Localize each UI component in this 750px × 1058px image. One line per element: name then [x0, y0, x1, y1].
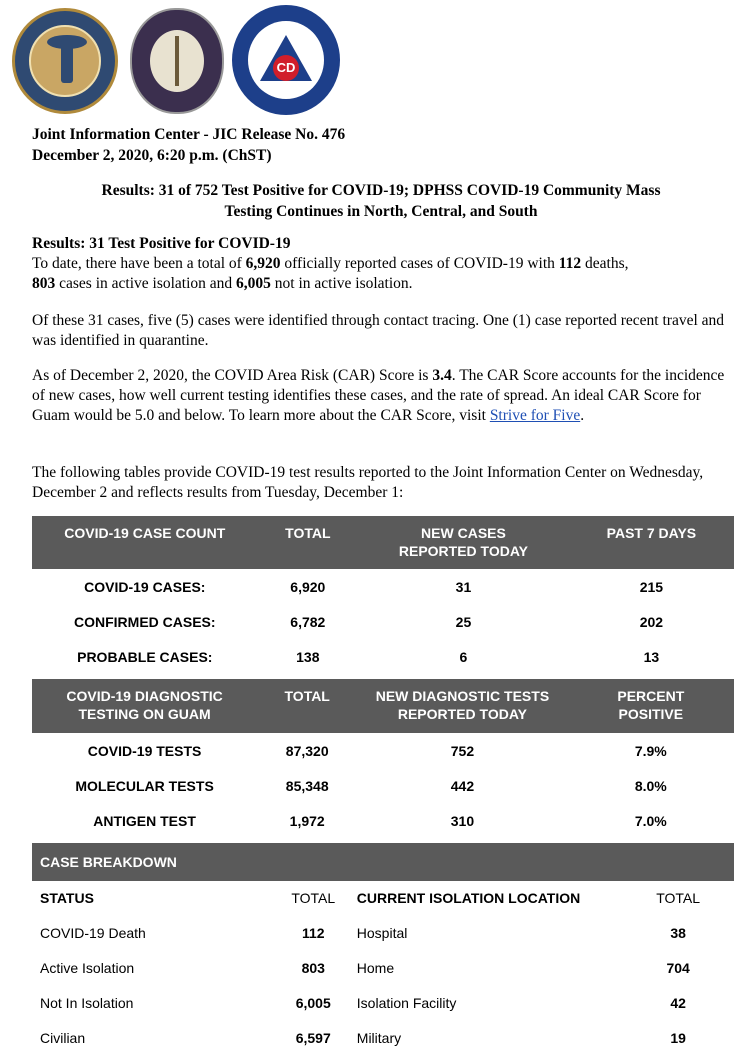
release-title: [32, 180, 730, 222]
table-row: MOLECULAR TESTS 85,348 442 8.0%: [75, 777, 667, 794]
table-row: Not In Isolation 6,005 Isolation Facility 42: [40, 994, 686, 1011]
table-row: ANTIGEN TEST 1,972 310 7.0%: [93, 812, 667, 829]
col-header-percent-positive: PERCENT POSITIVE: [568, 679, 734, 733]
col-header-new-tests: NEW DIAGNOSTIC TESTS REPORTED TODAY: [357, 679, 567, 733]
table-row: COVID-19 CASES: 6,920 31 215: [84, 578, 664, 595]
col-header-diagnostic-testing: COVID-19 DIAGNOSTIC TESTING ON GUAM: [32, 679, 257, 733]
results-heading: Results: 31 Test Positive for COVID-19: [32, 235, 291, 252]
release-number: Joint Information Center - JIC Release No. 476: [32, 126, 346, 143]
table-row: COVID-19 Death 112 Hospital 38: [40, 924, 686, 941]
logo-bar: [10, 5, 340, 117]
case-count-table: [32, 516, 734, 674]
car-score-paragraph: As of December 2, 2020, the COVID Area Risk (CAR) Score is 3.4. The CAR Score accounts for the incidence of new cases, how well current testing identifies these cases, and the rate of spread. An ideal CAR Score for Guam would be 5.0 and below. To learn more about the CAR Score, visit Strive for Five.: [32, 367, 725, 424]
title-line-1: Results: 31 of 752 Test Positive for COVID-19; DPHSS COVID-19 Community Mass: [101, 182, 661, 199]
release-header: [32, 124, 345, 166]
col-header-total: TOTAL: [291, 889, 336, 906]
col-header-past-7-days: PAST 7 DAYS: [569, 516, 734, 569]
table-row: COVID-19 TESTS 87,320 752 7.9%: [87, 742, 667, 759]
table-row: Active Isolation 803 Home 704: [40, 959, 690, 976]
col-header-new-cases: NEW CASES REPORTED TODAY: [358, 516, 569, 569]
case-breakdown-heading: CASE BREAKDOWN: [32, 843, 734, 881]
contact-tracing-paragraph: Of these 31 cases, five (5) cases were identified through contact tracing. One (1) case reported recent travel and was identified in quarantine.: [32, 312, 725, 349]
civil-defense-letters: CD: [276, 60, 296, 75]
table-row: Civilian 6,597 Military 19: [40, 1029, 686, 1046]
col-header-total: TOTAL: [257, 679, 357, 733]
tables-intro-paragraph: The following tables provide COVID-19 test results reported to the Joint Information Center on Wednesday, December 2 and reflects results from Tuesday, December 1:: [32, 464, 704, 501]
public-health-logo: [130, 8, 224, 114]
col-header-status: STATUS: [40, 889, 94, 906]
col-header-isolation-location: CURRENT ISOLATION LOCATION: [356, 889, 581, 906]
results-paragraph: Results: 31 Test Positive for COVID-19 To date, there have been a total of 6,920 officially reported cases of COVID-19 with 112 deaths, 803 cases in active isolation and 6,005 not in active isolation.: [32, 235, 629, 292]
civil-defense-logo: [232, 5, 340, 115]
release-date: December 2, 2020, 6:20 p.m. (ChST): [32, 147, 272, 164]
col-header-case-count: COVID-19 CASE COUNT: [32, 516, 258, 569]
table-row: CONFIRMED CASES: 6,782 25 202: [74, 613, 664, 630]
case-breakdown-table: [32, 880, 734, 1055]
col-header-total: TOTAL: [656, 889, 701, 906]
diagnostic-testing-table: [32, 679, 734, 838]
table-row: PROBABLE CASES: 138 6 13: [77, 648, 660, 665]
title-line-2: Testing Continues in North, Central, and South: [224, 203, 538, 220]
governors-seal-logo: [12, 8, 118, 114]
col-header-total: TOTAL: [258, 516, 359, 569]
strive-for-five-link[interactable]: Strive for Five: [489, 407, 581, 424]
